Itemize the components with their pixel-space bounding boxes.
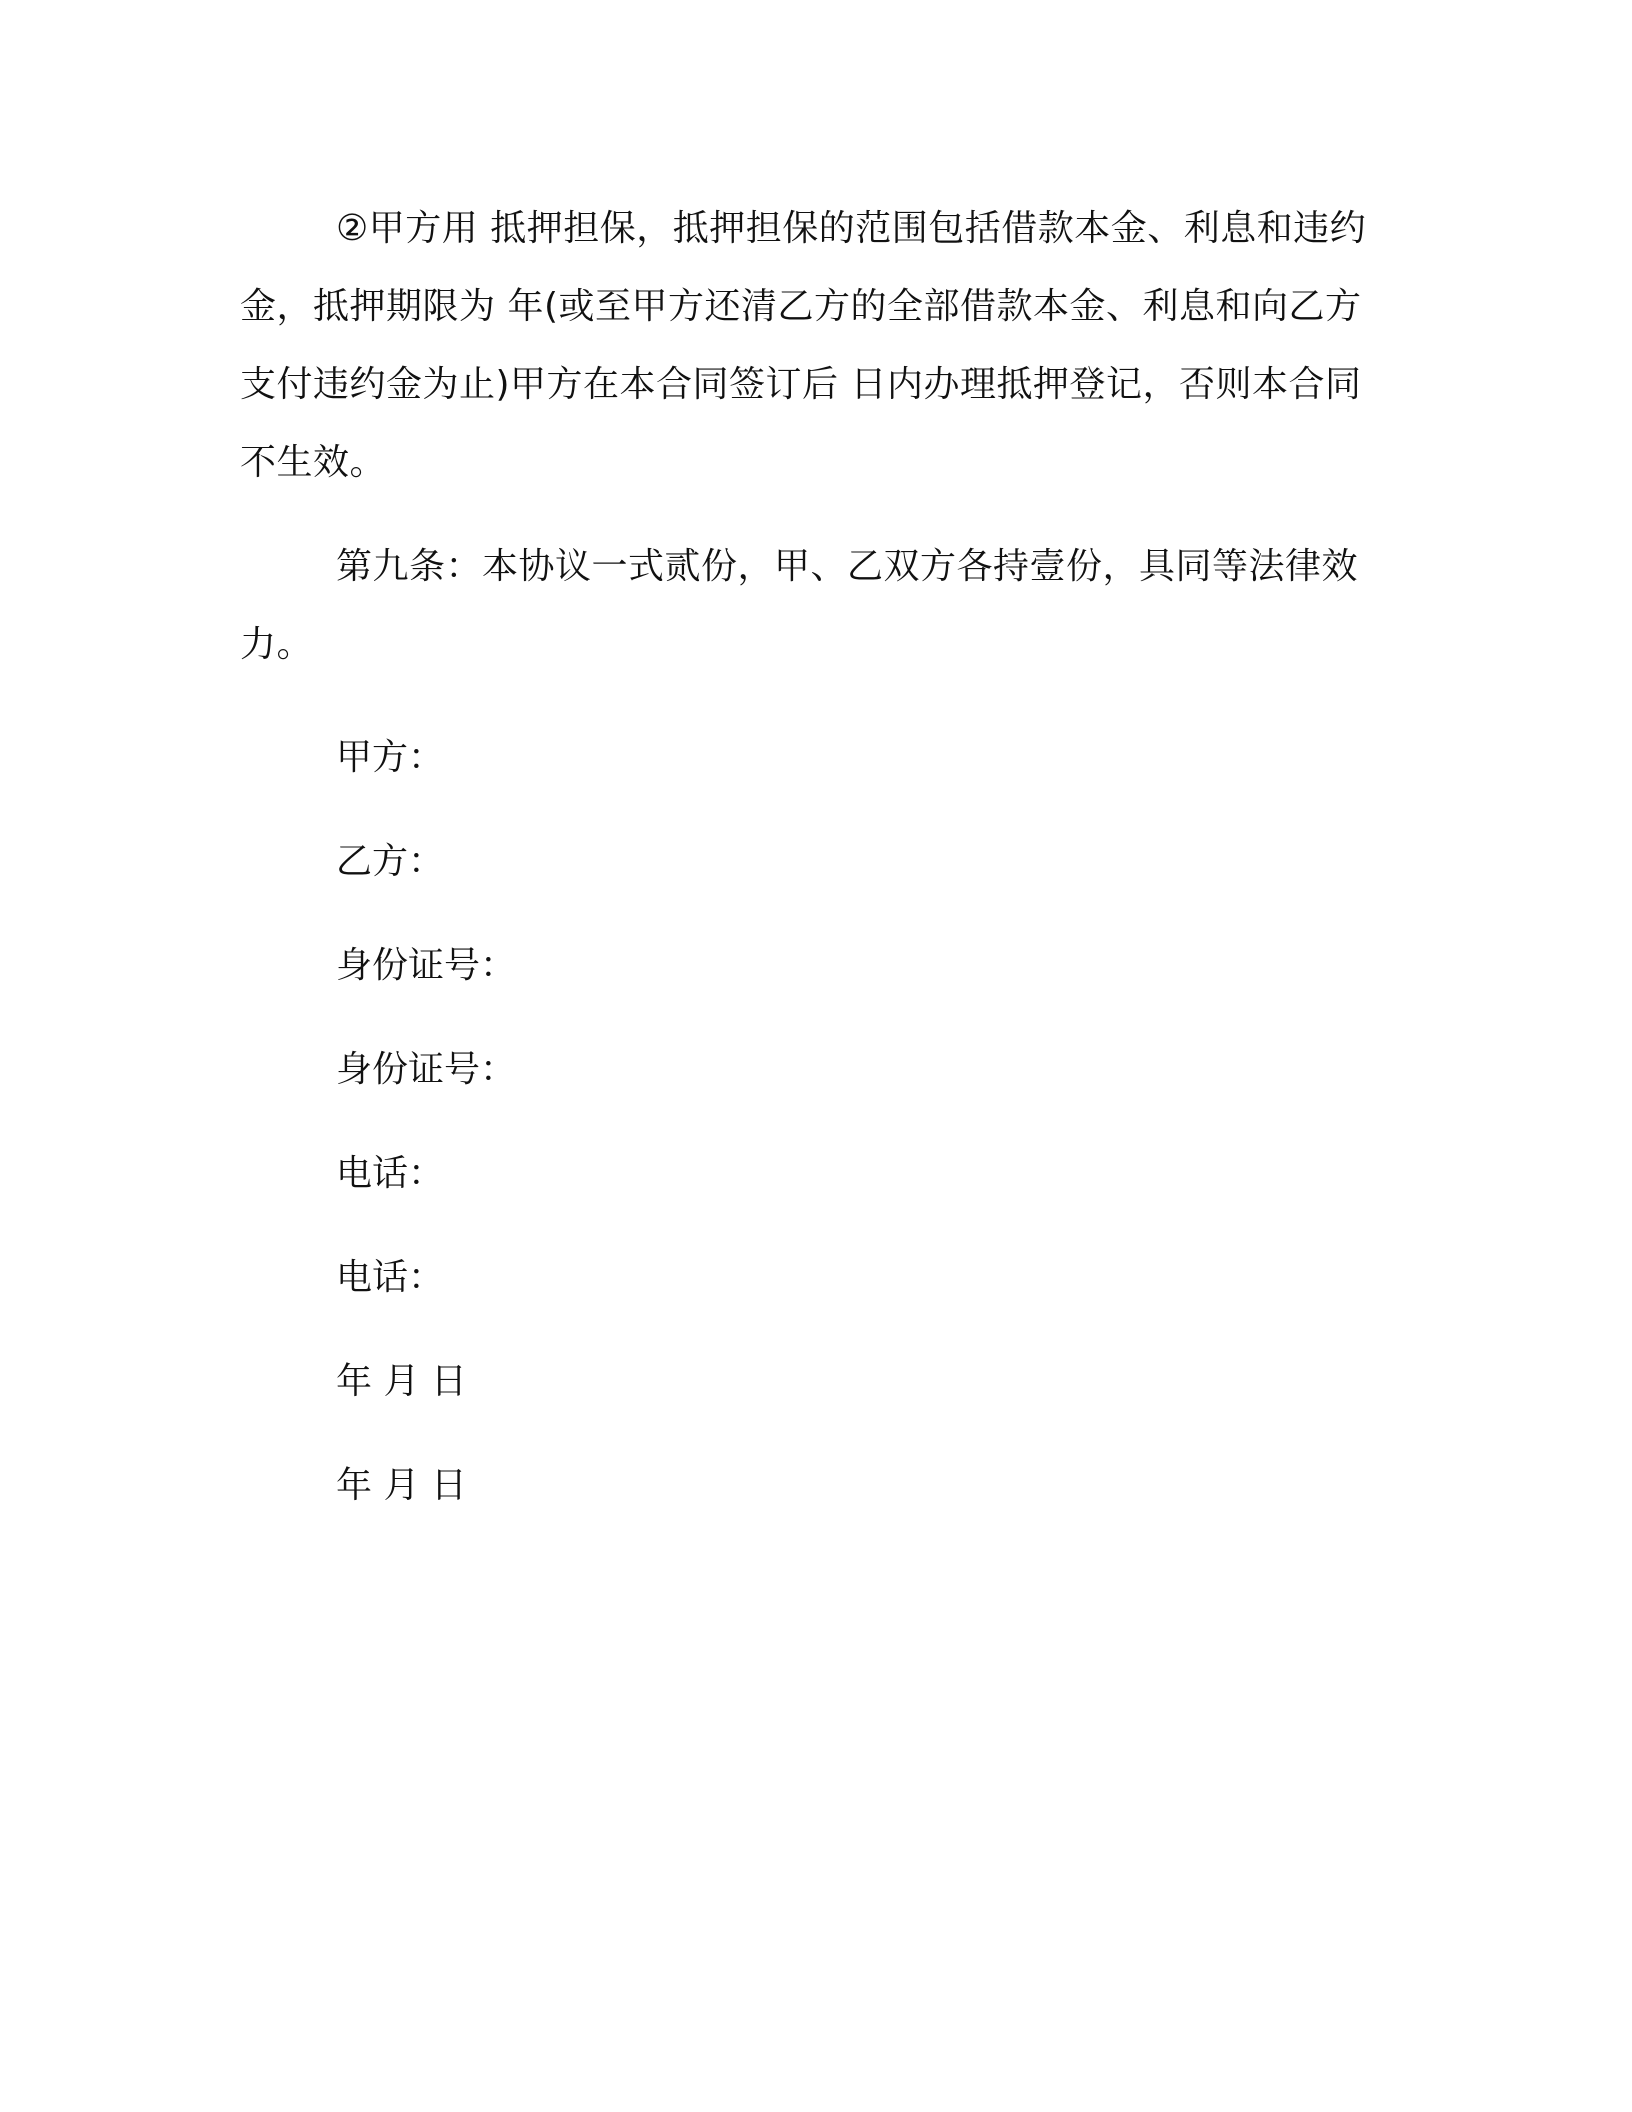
document-body bbox=[240, 190, 1380, 1512]
id-number-label-b: 身份证号： bbox=[336, 1049, 517, 1090]
party-b-label: 乙方： bbox=[336, 841, 445, 882]
mortgage-clause-paragraph: ②甲方用 抵押担保，抵押担保的范围包括借款本金、利息和违约金，抵押期限为 年(或至甲方还清乙方的全部借款本金、利息和向乙方支付违约金为止)甲方在本合同签订后 日内办理抵押登记，否则本合同不生效。 bbox=[240, 208, 1367, 483]
signature-block bbox=[240, 732, 1380, 1512]
article-nine-paragraph: 第九条：本协议一式贰份，甲、乙双方各持壹份，具同等法律效力。 bbox=[240, 546, 1359, 665]
date-line-a: 年 月 日 bbox=[336, 1361, 467, 1402]
party-a-label: 甲方： bbox=[336, 737, 445, 778]
phone-label-a: 电话： bbox=[336, 1153, 445, 1194]
phone-label-b: 电话： bbox=[336, 1257, 445, 1298]
id-number-label-a: 身份证号： bbox=[336, 945, 517, 986]
date-line-b: 年 月 日 bbox=[336, 1465, 467, 1506]
